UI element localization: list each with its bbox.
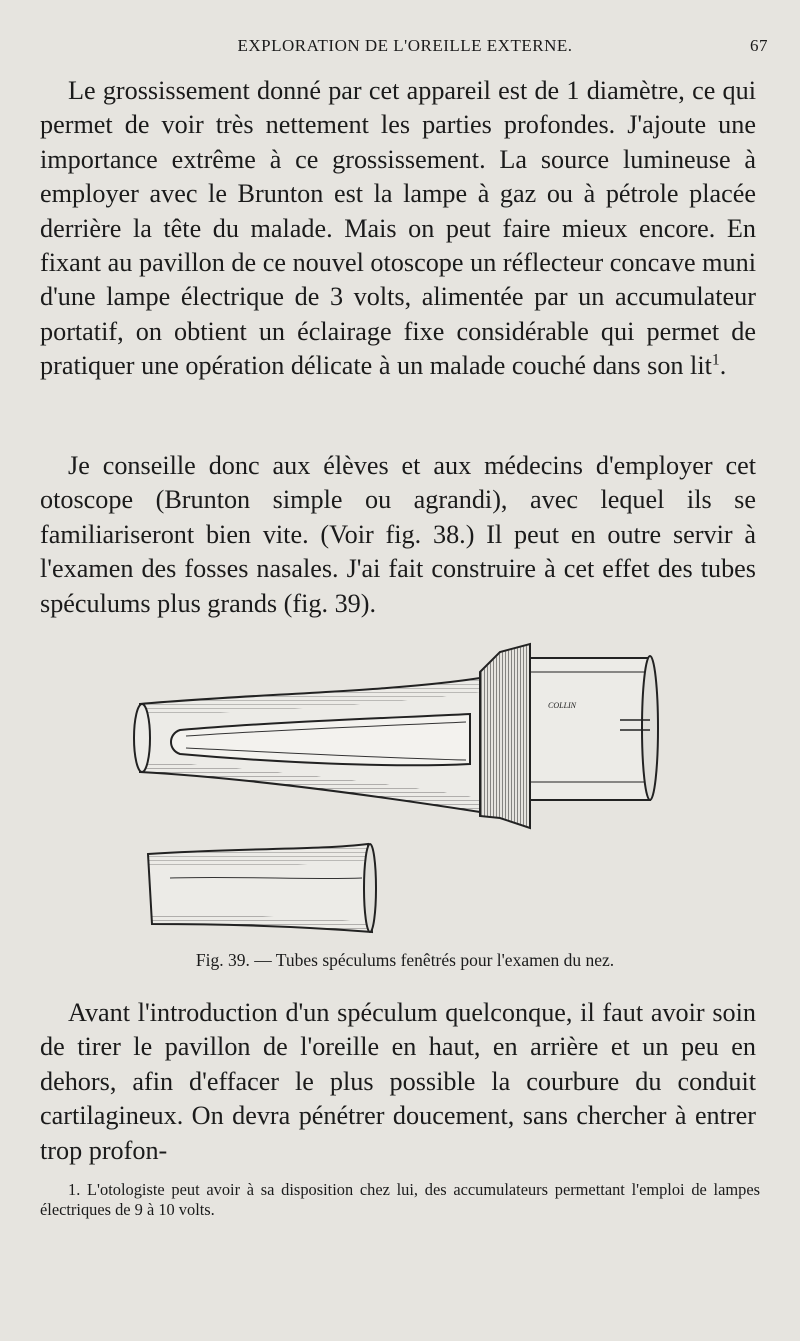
speculum-tubes-engraving <box>130 632 670 942</box>
paragraph-3-block <box>40 996 756 1168</box>
footnote-text: L'otologiste peut avoir à sa disposition chez lui, des accumulateurs permettant l'emploi de lampes électriques de 9 à 10 volts. <box>40 1180 760 1219</box>
large-speculum-tube <box>134 644 658 828</box>
figure-caption-label: Fig. 39. <box>195 950 250 970</box>
figure-caption-text: Tubes spéculums fenêtrés pour l'examen du nez. <box>275 950 615 970</box>
engraver-signature: COLLIN <box>548 701 577 710</box>
paragraph-1-block <box>40 74 756 384</box>
page-number: 67 <box>750 36 768 55</box>
running-head-title: EXPLORATION DE L'OREILLE EXTERNE. <box>237 36 573 55</box>
footnote <box>40 1180 760 1220</box>
figure-caption-dash: — <box>254 950 272 970</box>
paragraph-2: Je conseille donc aux élèves et aux médecins d'employer cet otoscope (Brunton simple ou agrandi), avec lequel ils se familiariseront bien vite. (Voir fig. 38.) Il peut en outre servir à l'examen des fosses nasales. J'ai fait construire à cet effet des tubes spéculums plus grands (fig. 39). <box>40 451 756 618</box>
footnote-reference: 1 <box>711 351 720 369</box>
figure-39 <box>130 632 670 942</box>
footnote-number: 1. <box>68 1180 81 1199</box>
running-head <box>40 36 770 60</box>
small-speculum-tube <box>148 844 376 932</box>
paragraph-1 <box>40 74 756 384</box>
figure-caption <box>40 950 770 971</box>
paragraph-1-end: . <box>719 351 727 381</box>
paragraph-3: Avant l'introduction d'un spéculum quelconque, il faut avoir soin de tirer le pavillon de l'oreille en haut, en arrière et un peu en dehors, afin d'effacer le plus possible la courbure du conduit cartilagineux. On devra pénétrer doucement, sans chercher à entrer trop profon- <box>40 998 756 1165</box>
paragraph-2-block <box>40 449 756 621</box>
paragraph-1-text: Le grossissement donné par cet appareil est de 1 diamètre, ce qui permet de voir très nettement les parties profondes. J'ajoute une importance extrême à ce grossissement. La source lumineuse à employer avec le Brunton est la lampe à gaz ou à pétrole placée derrière la tête du malade. Mais on peut faire mieux encore. En fixant au pavillon de ce nouvel otoscope un réflecteur concave muni d'une lampe électrique de 3 volts, alimentée par un accumulateur portatif, on obtient un éclairage fixe considérable qui permet de pratiquer une opération délicate à un malade couché dans son lit <box>40 76 756 381</box>
